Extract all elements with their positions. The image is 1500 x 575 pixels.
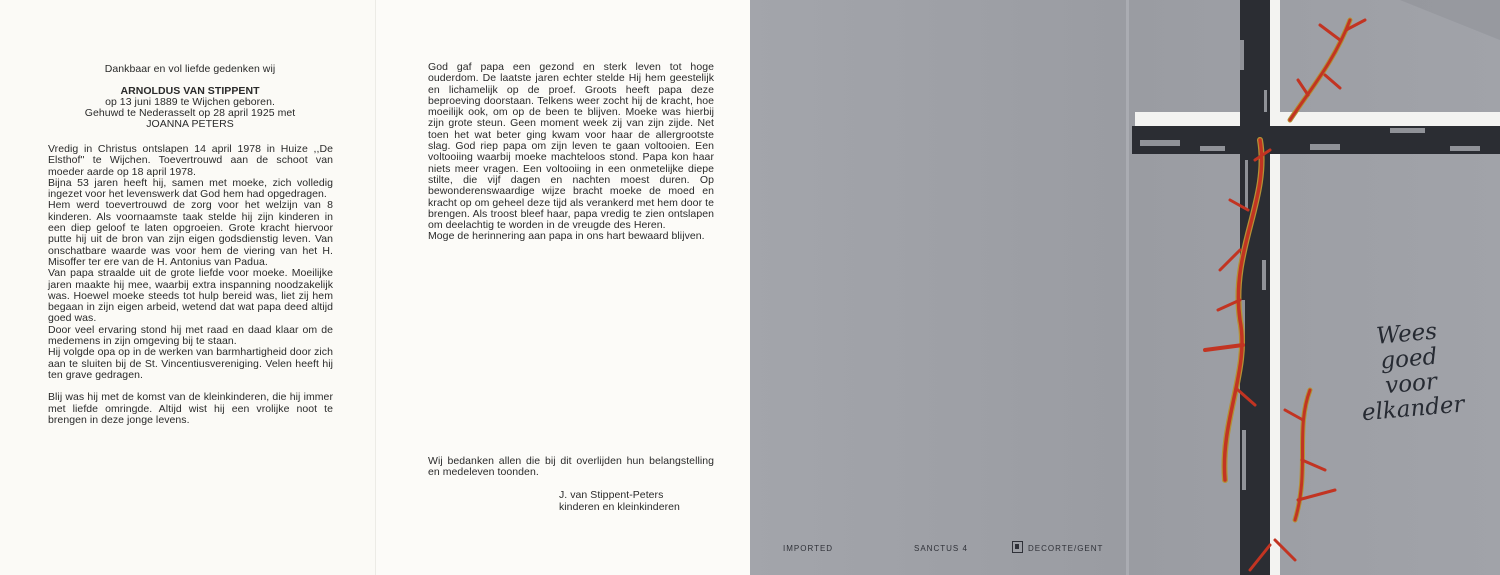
spouse-name: JOANNA PETERS bbox=[146, 118, 234, 130]
thanks-text: Wij bedanken allen die bij dit overlijden hun belangstelling en medeleven toonden. bbox=[428, 455, 714, 479]
card-cover bbox=[750, 0, 1500, 575]
paragraph: Door veel ervaring stond hij met raad en daad klaar om de medemens in zijn omgeving bij te staan. bbox=[48, 323, 333, 348]
publisher-logo-icon bbox=[1012, 541, 1023, 553]
intro-text: Dankbaar en vol liefde gedenken wij bbox=[104, 63, 276, 75]
birth-line: op 13 juni 1889 te Wijchen geboren. bbox=[105, 96, 275, 108]
imported-label: IMPORTED bbox=[783, 544, 834, 553]
paragraph: God gaf papa een gezond en sterk leven tot hoge ouderdom. De laatste jaren echter stelde Hij hem geestelijk en lichamelijk op de proef. Groots heeft papa deze beproeving doorstaan. Telkens weer zocht hij de kracht, hoe moeilijk ook, om op de been te blijven. Moeke was hierbij zijn grote steun. Geen moment week zij van zijn zijde. Net toen het wat beter ging kwam voor haar de allergrootste slag. God riep papa om zijn leven te gaan voltooien. Een voltooiing waarbij moeke machteloos stond. Papa kon haar niets meer vragen. Een voltooiing in een onmetelijke diepe stilte, die vijf dagen en nachten moest duren. Op bewonderenswaardige wijze bracht moeke de moed en kracht op om geheel deze tijd als verankerd met hem door te brengen. Als troost bleef haar, papa vredig te zien ontslapen om deelachtig te worden in de vreugde des Heren. bbox=[428, 61, 714, 232]
signature-line: J. van Stippent-Peters bbox=[559, 489, 664, 501]
cover-artwork bbox=[750, 0, 1500, 575]
paragraph: Vredig in Christus ontslapen 14 april 1978 in Huize ,,De Elsthof'' te Wijchen. Toevertrouwd aan de schoot van moeder aarde op 18 april 1978. bbox=[48, 143, 333, 178]
cross-horizontal-white bbox=[1135, 112, 1500, 126]
marriage-line: Gehuwd te Nederasselt op 28 april 1925 met bbox=[84, 107, 296, 119]
paragraph: Blij was hij met de komst van de kleinkinderen, die hij immer met liefde omringde. Altijd wist hij een vrolijke noot te brengen in deze jonge levens. bbox=[48, 391, 333, 426]
paragraph: Bijna 53 jaren heeft hij, samen met moeke, zich volledig ingezet voor het levenswerk dat God hem had opgedragen. bbox=[48, 176, 333, 201]
series-label: SANCTUS 4 bbox=[914, 544, 968, 553]
motto-line: goed bbox=[1379, 343, 1439, 375]
left-page bbox=[0, 0, 375, 575]
cross-vertical bbox=[1270, 0, 1280, 575]
publisher-label: DECORTE/GENT bbox=[1028, 544, 1104, 553]
paragraph: Moge de herinnering aan papa in ons hart bewaard blijven. bbox=[428, 230, 705, 243]
paragraph: Van papa straalde uit de grote liefde voor moeke. Moeilijke jaren maakte hij mee, waarbij extra inspanning noodzakelijk was. Hoewel moeke steeds tot hulp bereid was, liet zij hem begaan in zijn eigen arbeid, wetend dat wat papa deed altijd goed was. bbox=[48, 267, 333, 325]
middle-body-text bbox=[428, 62, 714, 243]
motto-line: voor bbox=[1384, 368, 1438, 400]
left-body-text bbox=[48, 144, 333, 426]
paragraph: Hij volgde opa op in de werken van barmhartigheid door zich aan te sluiten bij de St. Vincentiusvereniging. Velen heeft hij ten grave gedragen. bbox=[48, 346, 333, 381]
paragraph: Hem werd toevertrouwd de zorg voor het welzijn van 8 kinderen. Als voornaamste taak stelde hij zijn kinderen in een diep geloof te laten opgroeien. Grote kracht hiervoor putte hij uit de bron van zijn eigen godsdienstig leven. Van onschatbare waarde was voor hem de viering van het H. Misoffer ter ere van de H. Antonius van Padua. bbox=[48, 199, 333, 268]
deceased-name: ARNOLDUS VAN STIPPENT bbox=[120, 85, 260, 97]
signature-family: kinderen en kleinkinderen bbox=[559, 501, 680, 513]
middle-page bbox=[375, 0, 750, 575]
cover-motto bbox=[1336, 316, 1484, 428]
motto-line: elkander bbox=[1360, 391, 1466, 427]
motto-line: Wees bbox=[1375, 318, 1439, 350]
